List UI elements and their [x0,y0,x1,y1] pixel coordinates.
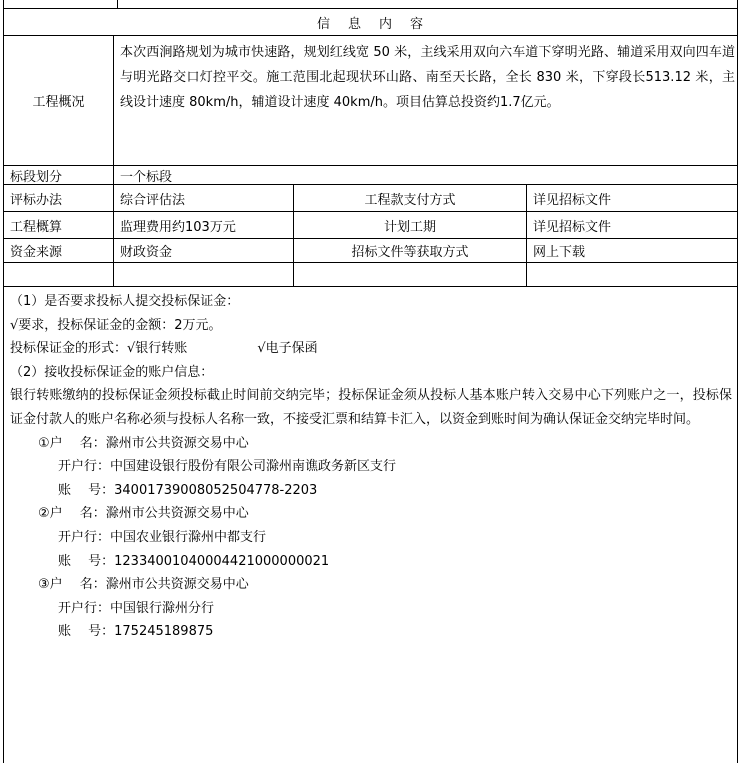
deposit-info [10,290,732,644]
row-label-2: 计划工期 [383,219,436,235]
deposit-form-label: 投标保证金的形式： [10,341,128,357]
account-name: ②户 名：滁州市公共资源交易中心 [38,506,249,522]
section-header: 信息内容 [316,16,441,32]
row-label: 标段划分 [10,169,63,185]
row-value-2: 详见招标文件 [533,192,612,208]
row-label: 评标办法 [10,192,63,208]
row-label-2: 工程款支付方式 [364,192,456,208]
deposit-notice: 银行转账缴纳的投标保证金须投标截止时间前交纳完毕；投标保证金须从投标人基本账户转入交易中心下列账户之一，投标保证金付款人的账户名称必须与投标人名称一致，不接受汇票和结算卡汇入，以资金到账时间为确认保证金交纳完毕时间。 [10,388,732,427]
account-bank: 开户行：中国银行滁州分行 [58,600,215,616]
overview-text: 本次西涧路规划为城市快速路，规划红线宽 50 米，主线采用双向六车道下穿明光路、辅道采用双向四车道与明光路交口灯控平交。施工范围北起现状环山路、南至天长路，全长 830 米，下穿段长513.12 米，主线设计速度 80km/h，辅道设计速度 40km/h。项目估算总投资约1.7亿元。 [120,45,735,110]
top-divider-stub [117,0,118,8]
row-label: 工程概算 [10,219,63,235]
row-label-2: 招标文件等获取方式 [351,245,469,260]
account-bank: 开户行：中国建设银行股份有限公司滁州南谯政务新区支行 [58,459,397,475]
account-name: ①户 名：滁州市公共资源交易中心 [38,435,249,451]
row-value: 综合评估法 [120,192,186,208]
row-value: 监理费用约103万元 [120,219,236,235]
account-number: 账 号：12334001040004421000000021 [58,553,330,569]
row-value: 财政资金 [120,245,173,260]
account-number: 账 号：175245189875 [58,624,214,640]
row-label: 资金来源 [10,245,63,260]
form-bank-transfer: √银行转账 [127,341,188,357]
deposit-question-2: （2）接收投标保证金的账户信息： [10,364,214,380]
row-value: 一个标段 [120,169,173,185]
deposit-required: √要求，投标保证金的金额：2万元。 [10,317,222,333]
account-name: ③户 名：滁州市公共资源交易中心 [38,577,249,593]
row-value-2: 网上下载 [533,245,586,260]
deposit-form [10,337,732,361]
account-number: 账 号：34001739008052504778-2203 [58,482,318,498]
overview-label: 工程概况 [32,95,85,110]
form-e-guarantee: √电子保函 [257,341,318,357]
row-value-2: 详见招标文件 [533,219,612,235]
info-table [3,0,738,763]
row-border [4,286,737,287]
account-bank: 开户行：中国农业银行滁州中都支行 [58,529,267,545]
deposit-question-1: （1）是否要求投标人提交投标保证金： [10,294,240,309]
